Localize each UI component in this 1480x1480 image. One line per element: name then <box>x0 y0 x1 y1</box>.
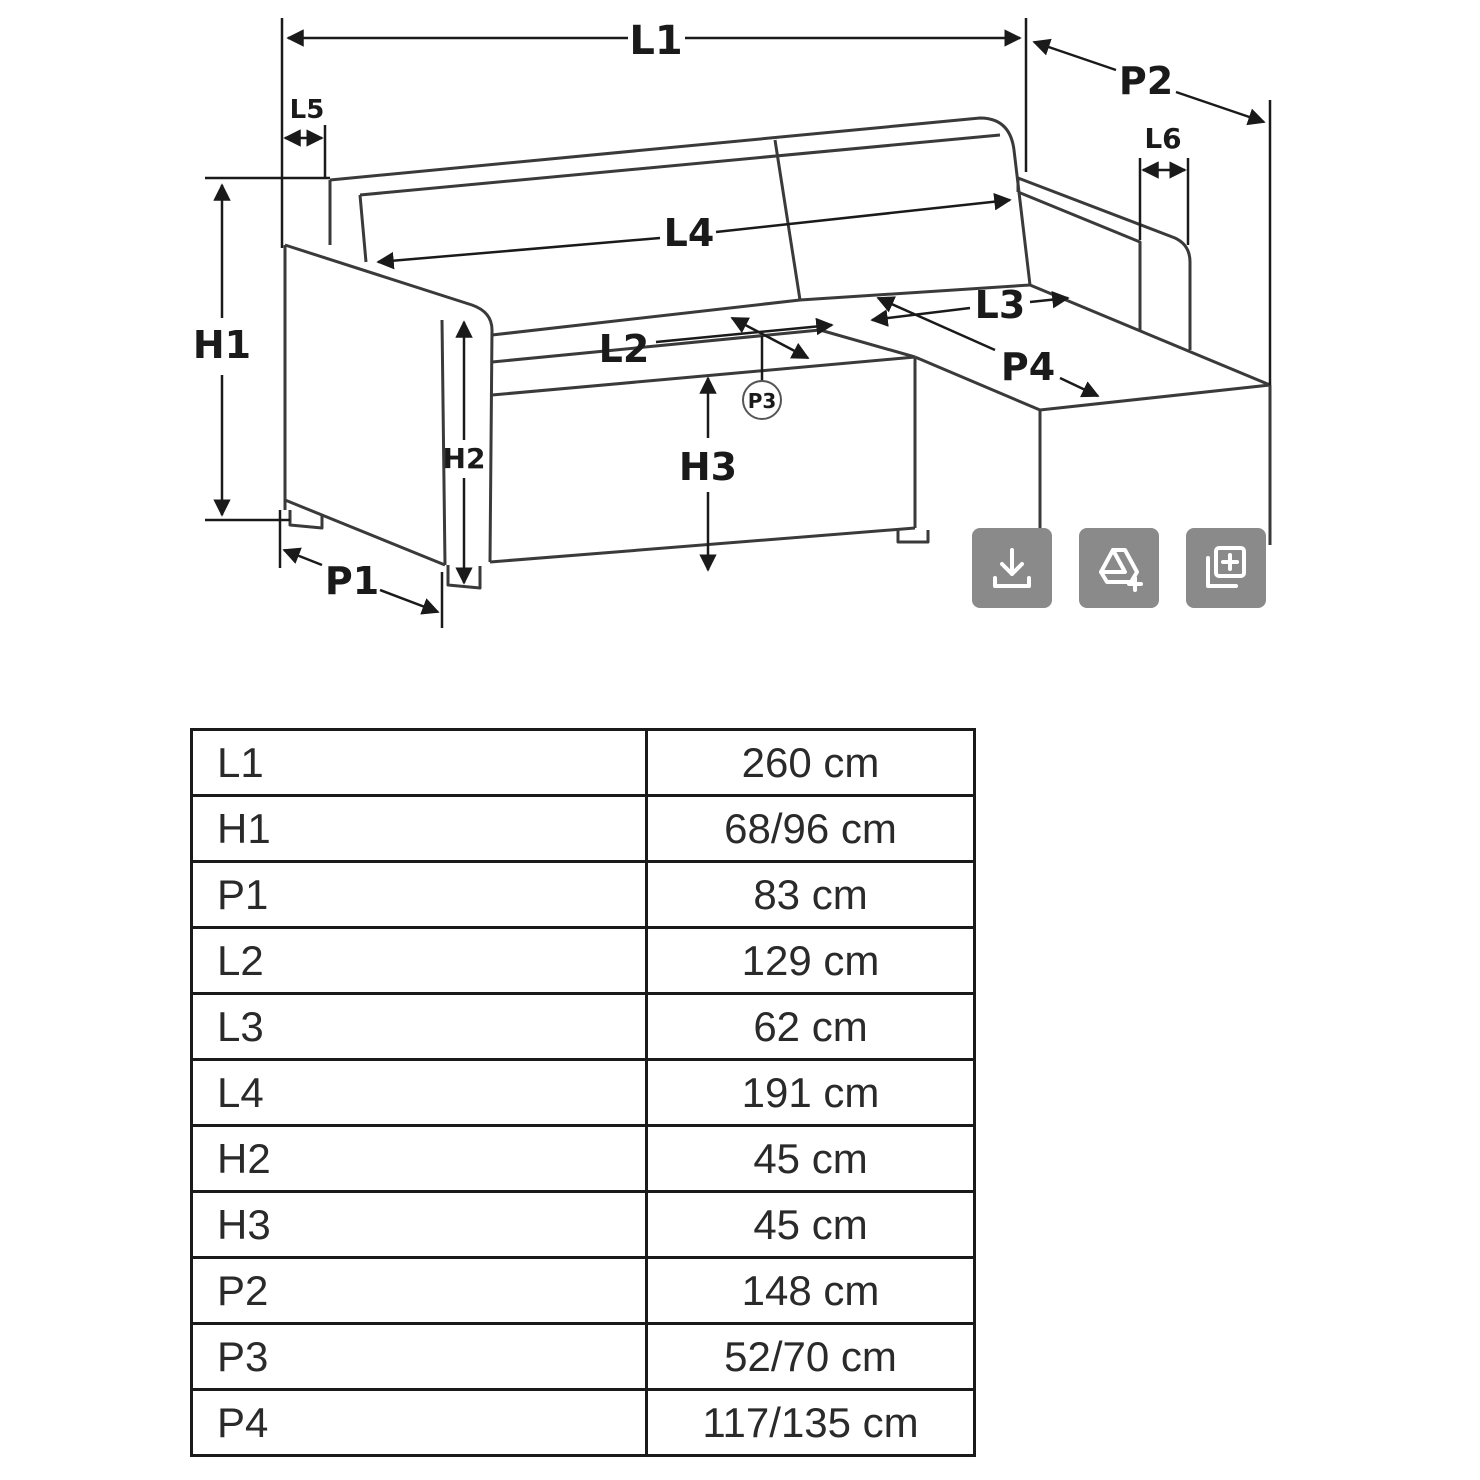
label-l2: L2 <box>598 327 650 371</box>
dimension-key: L4 <box>192 1060 647 1126</box>
label-l6: L6 <box>1144 122 1182 155</box>
label-p1: P1 <box>324 559 380 603</box>
table-row <box>192 928 975 994</box>
dimension-value: 148 cm <box>647 1258 975 1324</box>
image-action-toolbar <box>972 528 1266 608</box>
label-l1: L1 <box>629 18 683 64</box>
save-to-drive-button[interactable] <box>1079 528 1159 608</box>
table-row <box>192 1324 975 1390</box>
table-row <box>192 1390 975 1456</box>
dimension-key: P4 <box>192 1390 647 1456</box>
dimension-key: H2 <box>192 1126 647 1192</box>
download-icon <box>986 542 1038 594</box>
dimension-value: 68/96 cm <box>647 796 975 862</box>
label-p4: P4 <box>1000 345 1056 389</box>
dimension-value: 191 cm <box>647 1060 975 1126</box>
table-row <box>192 796 975 862</box>
dimension-value: 129 cm <box>647 928 975 994</box>
copy-add-icon <box>1200 542 1252 594</box>
sofa-outline <box>285 118 1270 588</box>
dimension-key: P1 <box>192 862 647 928</box>
dimension-key: H3 <box>192 1192 647 1258</box>
table-row <box>192 862 975 928</box>
table-row <box>192 1126 975 1192</box>
label-h2: H2 <box>442 442 486 475</box>
dimension-value: 260 cm <box>647 730 975 796</box>
dimension-value: 117/135 cm <box>647 1390 975 1456</box>
dimension-key: P3 <box>192 1324 647 1390</box>
dimension-value: 52/70 cm <box>647 1324 975 1390</box>
dimension-key: L3 <box>192 994 647 1060</box>
table-row <box>192 994 975 1060</box>
dimension-key: L2 <box>192 928 647 994</box>
add-to-collection-button[interactable] <box>1186 528 1266 608</box>
label-l4: L4 <box>663 211 715 255</box>
table-row <box>192 1192 975 1258</box>
table-row <box>192 1060 975 1126</box>
dimension-key: P2 <box>192 1258 647 1324</box>
dimensions-table-body <box>192 730 975 1456</box>
dimension-key: H1 <box>192 796 647 862</box>
label-l3: L3 <box>974 283 1026 327</box>
label-h3: H3 <box>678 445 738 489</box>
dimension-value: 62 cm <box>647 994 975 1060</box>
dimension-value: 83 cm <box>647 862 975 928</box>
dimension-value: 45 cm <box>647 1192 975 1258</box>
table-row <box>192 1258 975 1324</box>
dimension-key: L1 <box>192 730 647 796</box>
dimensions-table <box>190 728 976 1457</box>
dimension-value: 45 cm <box>647 1126 975 1192</box>
label-p2: P2 <box>1118 59 1174 103</box>
label-h1: H1 <box>192 323 252 367</box>
table-row <box>192 730 975 796</box>
drive-add-icon <box>1093 542 1145 594</box>
label-p3: P3 <box>747 389 777 413</box>
label-l5: L5 <box>289 95 325 125</box>
download-button[interactable] <box>972 528 1052 608</box>
